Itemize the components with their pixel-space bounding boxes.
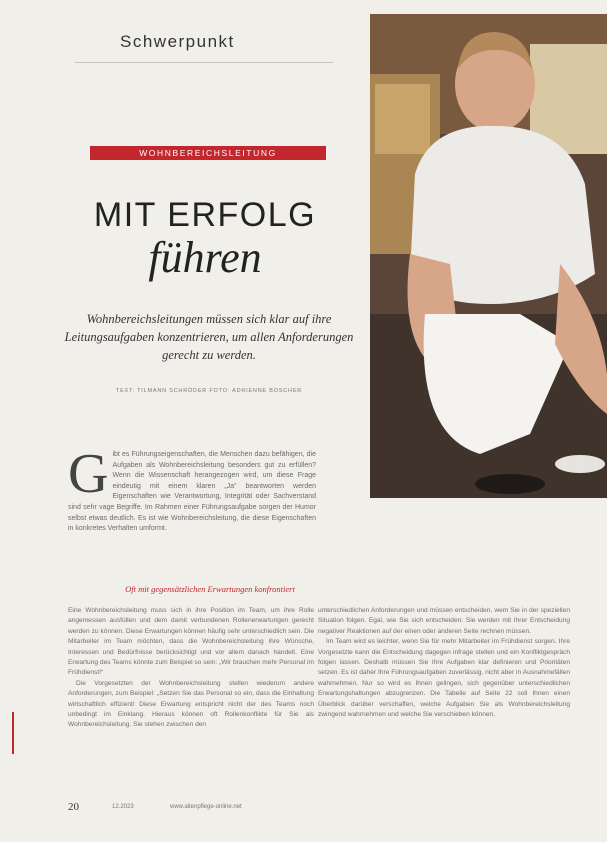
body-column-1 <box>68 606 314 731</box>
section-title: Schwerpunkt <box>120 32 235 51</box>
drop-cap: G <box>68 443 109 505</box>
lead-paragraph: Wohnbereichsleitungen müssen sich klar auf ihre Leitungsaufgaben konzentrieren, um allen Anforderungen gerecht zu werden. <box>64 312 354 362</box>
intro-paragraph <box>68 443 316 535</box>
paragraph: Eine Wohnbereichsleitung muss sich in ihre Position im Team, um ihre Rolle angemessen ausfüllen und dem damit verbundenen Rollenerwartungen gerecht werden zu können. Diese Erwartungen können häufig sehr unterschiedlich sein. Die Mitarbeiter im Team möchten, dass die Wohnbereichsleitung ihre Wünsche, Interessen und Bedürfnisse berücksichtigt und vor allem danach handelt. Eine Erwartung des Teams könnte zum Beispiel so sein: „Wir brauchen mehr Personal im Frühdienst!“ <box>68 607 314 677</box>
body-column-2 <box>318 606 570 720</box>
intro-text: ibt es Führungseigenschaften, die Menschen dazu befähigen, die Aufgaben als Wohnbereichsleitung besonders gut zu erfüllen? Wenn die Wissenschaft herangezogen wird, um diese Frage eindeutig mit einem klaren „Ja“ beantworten werden Eigenschaften wie Verantwortung, Integrität oder Sachverstand sind sehr vage Begriffe. Im Rahmen einer Führungsaufgabe sorgen der Humor selbst etwas deutlich. Es ist wie Wohnbereichsleitung, die diese Eigenschaften in konkretes Verhalten umformt. <box>68 451 316 533</box>
byline: TEXT: TILMANN SCHRÖDER FOTO: ADRIENNE BOSCHER <box>115 388 303 394</box>
headline-line2: führen <box>148 233 262 282</box>
headline-line1: MIT ERFOLG <box>93 196 317 234</box>
paragraph: Die Vorgesetzten der Wohnbereichsleitung stellen wiederum andere Anforderungen, zum Beispiel: „Setzen Sie das Personal so ein, dass die Einhaltung wirtschaftlich effizient! Diese Erwartung entspricht nicht der des Teams noch unbedingt im Einklang. Hieraus können oft Rollenkonflikte für Sie als Wohnbereichsleitung. Sie stehen zwischen den <box>68 679 314 729</box>
article-photo <box>370 14 607 498</box>
pull-quote: Oft mit gegensätzlichen Erwartungen konfrontiert <box>125 584 295 594</box>
paragraph: unterschiedlichen Anforderungen und müssen entscheiden, wem Sie in der speziellen Situation folgen. Egal, wie Sie sich entscheiden: Sie werden mit Ihrer Entscheidung negativer Reaktionen auf der einen oder anderen Seite rechnen müssen. <box>318 607 570 635</box>
man-crouching-illustration <box>370 14 607 498</box>
paragraph: Im Team wird es leichter, wenn Sie für mehr Mitarbeiter im Frühdienst sorgen. Ihre Vorgesetzte kann die Entscheidung dagegen infrage stellen und ein Konfliktgespräch folgen lassen. Deshalb müssen Sie Ihre Aufgaben klar definieren und Prioritäten setzen. Es ist daher Ihre Führungsaufgaben zuverlässig, nicht aber in Ausnahmefällen wahrnehmen. Nur so wird es Ihnen gelingen, sich gegenüber unterschiedlichen Erwartungshaltungen abzugrenzen. Die Tabelle auf Seite 22 soll Ihnen einen Überblick darüber verschaffen, welche Aufgaben Sie als Wohnbereichsleitung zwingend wahrnehmen und welche Sie verschieben können. <box>318 638 570 719</box>
website-url: www.altenpflege-online.net <box>170 804 242 810</box>
section-divider <box>75 62 333 63</box>
category-tag: WOHNBEREICHSLEITUNG <box>90 146 326 160</box>
issue-date: 12.2023 <box>112 804 134 810</box>
page-number: 20 <box>68 801 79 813</box>
margin-accent-bar <box>12 712 14 754</box>
